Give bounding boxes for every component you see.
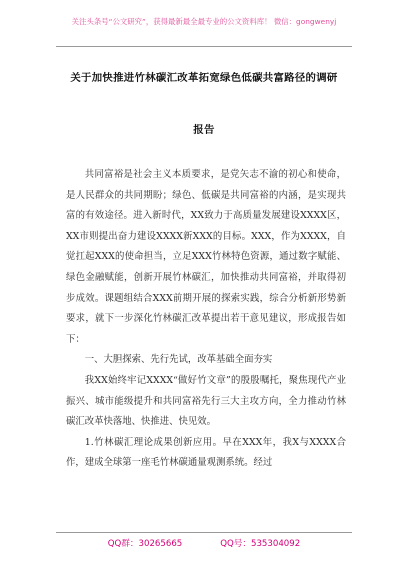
paragraph-intro: 共同富裕是社会主义本质要求，是党矢志不渝的初心和使命，是人民群众的共同期盼；绿色、低碳是共同富裕的内涵，是实现共富的有效途径。进入新时代，XX致力于高质量发展建设XXXX区，XX市则提出奋力建设XXXX新XXX的目标。XXX，作为XXXX，自觉扛起XXX的使命担当，立足XXX竹林特色资源，通过数字赋能、绿色金融赋能，创新开展竹林碳汇，加快推动共同富裕，并取得初步成效。课题组结合XXX前期开展的探索实践，综合分析新形势新要求，就下一步深化竹林碳汇改革提出若干意见建议，形成报告如下： <box>66 169 346 345</box>
page-header-promo: 关注头条号“公文研究”，获得最新最全最专业的公文资料库！ 微信：gongwenyj <box>71 17 337 26</box>
paragraph-section-1: 我XX始终牢记XXXX“做好竹文章”的殷殷嘱托，聚焦现代产业振兴、城市能级提升和共同富裕先行三大主攻方向，全力推动竹林碳汇改革快落地、快推进、快见效。 <box>66 374 346 428</box>
footer-qq-number: QQ号：535304092 <box>220 539 301 549</box>
footer-qq-group: QQ群：30265665 <box>107 539 183 549</box>
paragraph-subsection-1: 1.竹林碳汇理论成果创新应用。早在XXX年，我X与XXXX合作，建成全球第一座毛竹林碳通量观测系统。经过 <box>66 436 346 469</box>
header-divider <box>56 46 352 47</box>
document-body <box>66 165 346 474</box>
section-heading-1: 一、大胆探索、先行先试，改革基础全面夯实 <box>84 354 273 366</box>
footer-divider <box>56 532 352 533</box>
page-footer <box>0 537 408 549</box>
document-title: 关于加快推进竹林碳汇改革拓宽绿色低碳共富路径的调研 <box>70 72 338 84</box>
document-title-continued: 报告 <box>193 124 215 136</box>
